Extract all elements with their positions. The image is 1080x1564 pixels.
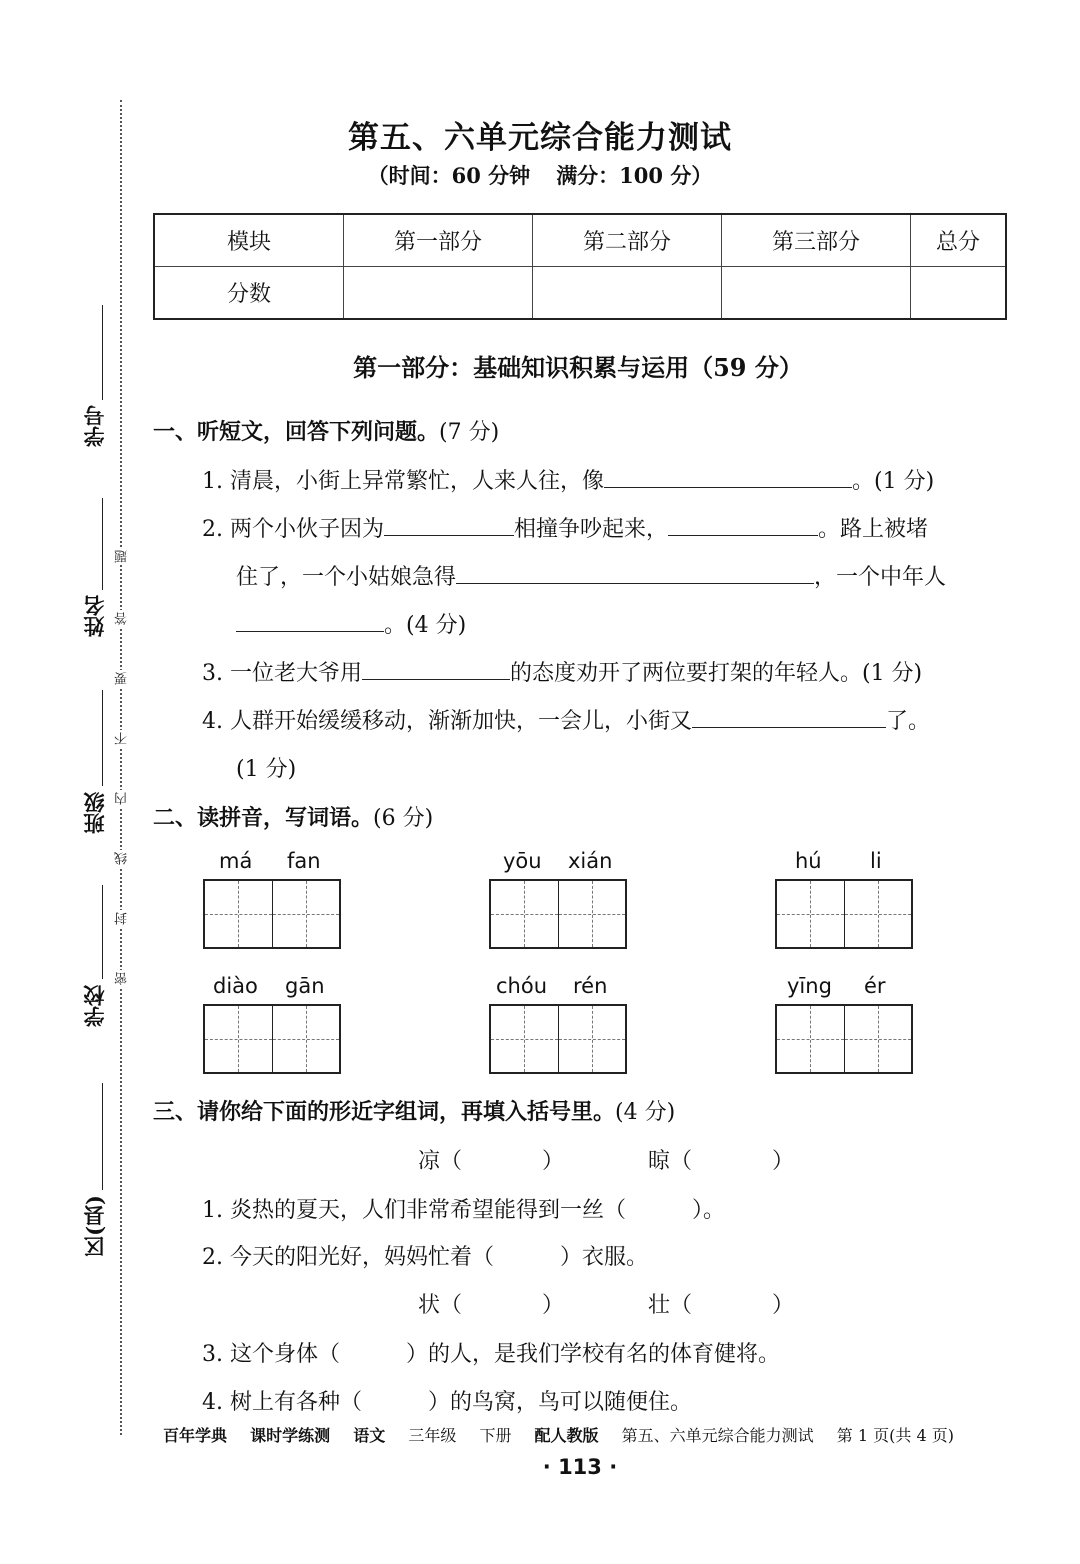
- class-line: [102, 690, 103, 786]
- page-number: · 113 ·: [542, 1455, 618, 1479]
- page-subtitle: [0, 160, 1080, 190]
- section1-heading: [153, 415, 499, 446]
- question-3-4: 4. 树上有各种（ ）的鸟窝，鸟可以随便住。: [202, 1390, 692, 1415]
- bracket: ）: [772, 1149, 795, 1174]
- score-table-row-label: 分数: [154, 267, 344, 320]
- question-1-4-points: (1 分): [236, 757, 297, 782]
- question-text: 4. 人群开始缓缓移动，渐渐加快，一会儿，小街又: [202, 709, 692, 734]
- section3-heading: [153, 1095, 675, 1126]
- question-text: 。(1 分): [852, 469, 935, 494]
- school-line: [102, 885, 103, 979]
- answer-blank[interactable]: [456, 561, 814, 584]
- binding-dotted-line: [120, 100, 122, 1435]
- answer-blank[interactable]: [668, 513, 818, 536]
- grid-cell[interactable]: [558, 1006, 626, 1072]
- binding-label-district: 区(县): [82, 1195, 107, 1257]
- question-1-4: [202, 704, 930, 735]
- name-line: [102, 498, 103, 590]
- writing-grid[interactable]: [775, 1004, 913, 1074]
- footer-page-info: 第 1 页(共 4 页): [836, 1426, 954, 1445]
- question-3-3: 3. 这个身体（ ）的人，是我们学校有名的体育健将。: [202, 1342, 780, 1367]
- similar-char-word: [648, 1288, 794, 1319]
- similar-char-word: [648, 1144, 794, 1175]
- binding-label-name: 姓名: [82, 595, 107, 637]
- grid-cell[interactable]: [558, 881, 626, 947]
- section3-points: (4 分): [615, 1100, 676, 1125]
- answer-blank[interactable]: [604, 465, 852, 488]
- score-table-header: 第二部分: [533, 214, 722, 267]
- answer-blank[interactable]: [692, 705, 886, 728]
- similar-char: 凉（: [418, 1149, 463, 1174]
- pinyin: yīng: [787, 974, 832, 998]
- question-text: 相撞争吵起来，: [513, 517, 668, 542]
- binding-label-school: 学校: [82, 985, 107, 1027]
- question-1-3: [202, 656, 922, 687]
- answer-blank[interactable]: [236, 609, 384, 632]
- pinyin: ér: [864, 974, 886, 998]
- similar-char-word: [418, 1288, 564, 1319]
- question-3-2: 2. 今天的阳光好，妈妈忙着（ ）衣服。: [202, 1245, 648, 1270]
- full-score: 满分：100 分）: [556, 163, 713, 188]
- score-table-header: 第一部分: [344, 214, 533, 267]
- score-table: [153, 213, 1007, 320]
- grid-cell[interactable]: [777, 1006, 844, 1072]
- section1-points: (7 分): [439, 420, 500, 445]
- grid-cell[interactable]: [777, 881, 844, 947]
- footer-series: 课时学练测: [250, 1426, 331, 1445]
- score-table-header: 第三部分: [722, 214, 911, 267]
- pinyin: má: [219, 849, 253, 873]
- score-cell-part1[interactable]: [344, 267, 533, 320]
- binding-label-student-id: 学号: [82, 405, 107, 447]
- grid-cell[interactable]: [491, 1006, 558, 1072]
- grid-cell[interactable]: [272, 1006, 340, 1072]
- grid-cell[interactable]: [205, 1006, 272, 1072]
- writing-grid[interactable]: [203, 1004, 341, 1074]
- binding-note: 内: [115, 792, 130, 805]
- grid-cell[interactable]: [272, 881, 340, 947]
- question-text: 。路上被堵: [818, 517, 929, 542]
- pinyin: rén: [573, 974, 608, 998]
- pinyin: chóu: [496, 974, 548, 998]
- footer-brand: 百年学典: [163, 1426, 228, 1445]
- footer-subject: 语文: [353, 1426, 386, 1445]
- grid-cell[interactable]: [491, 881, 558, 947]
- footer-edition: 配人教版: [534, 1426, 599, 1445]
- question-text: 1. 清晨，小街上异常繁忙，人来人往，像: [202, 469, 604, 494]
- pinyin: hú: [795, 849, 822, 873]
- question-text: 住了，一个小姑娘急得: [236, 565, 457, 590]
- pinyin: yōu: [503, 849, 542, 873]
- section2-points: (6 分): [373, 806, 434, 831]
- page-footer: [163, 1423, 972, 1446]
- score-table-row: [154, 267, 1006, 320]
- time-limit: （时间：60 分钟: [367, 163, 531, 188]
- question-text: 了。: [886, 709, 931, 734]
- writing-grid[interactable]: [775, 879, 913, 949]
- answer-blank[interactable]: [384, 513, 514, 536]
- score-table-header: 总分: [911, 214, 1007, 267]
- score-table-header-row: [154, 214, 1006, 267]
- footer-test-name: 第五、六单元综合能力测试: [621, 1426, 814, 1445]
- footer-volume: 下册: [479, 1426, 512, 1445]
- page-title: 第五、六单元综合能力测试: [348, 120, 732, 156]
- similar-char: 状（: [418, 1293, 463, 1318]
- grid-cell[interactable]: [205, 881, 272, 947]
- binding-note: 答: [115, 612, 130, 625]
- score-cell-part3[interactable]: [722, 267, 911, 320]
- question-1-2-end: [236, 608, 466, 639]
- pinyin: li: [870, 849, 882, 873]
- question-text: ，一个中年人: [814, 565, 947, 590]
- question-text: 。(4 分): [384, 613, 467, 638]
- section2-heading: [153, 801, 433, 832]
- pinyin: diào: [213, 974, 258, 998]
- similar-char-word: [418, 1144, 564, 1175]
- footer-grade: 三年级: [408, 1426, 457, 1445]
- question-1-1: [202, 464, 934, 495]
- writing-grid[interactable]: [203, 879, 341, 949]
- question-1-2-cont: [236, 560, 946, 591]
- score-table-header: 模块: [154, 214, 344, 267]
- similar-char: 壮（: [648, 1293, 693, 1318]
- bracket: ）: [542, 1293, 565, 1318]
- part1-title: 第一部分：基础知识积累与运用（59 分）: [353, 353, 803, 382]
- section1-heading-text: 一、听短文，回答下列问题。: [153, 419, 440, 445]
- grid-cell[interactable]: [844, 881, 912, 947]
- grid-cell[interactable]: [844, 1006, 912, 1072]
- question-text: 3. 一位老大爷用: [202, 661, 362, 686]
- bracket: ）: [542, 1149, 565, 1174]
- score-cell-part2[interactable]: [533, 267, 722, 320]
- similar-char: 晾（: [648, 1149, 693, 1174]
- binding-note: 封: [115, 912, 130, 925]
- writing-grid[interactable]: [489, 879, 627, 949]
- binding-note: 密: [115, 972, 130, 985]
- answer-blank[interactable]: [362, 657, 510, 680]
- binding-note: 题: [115, 550, 130, 563]
- question-text: 2. 两个小伙子因为: [202, 517, 384, 542]
- question-1-2: [202, 512, 928, 543]
- bracket: ）: [772, 1293, 795, 1318]
- pinyin: gān: [285, 974, 325, 998]
- score-cell-total[interactable]: [911, 267, 1007, 320]
- question-3-1: 1. 炎热的夏天，人们非常希望能得到一丝（ ）。: [202, 1198, 725, 1223]
- section3-heading-text: 三、请你给下面的形近字组词，再填入括号里。: [153, 1099, 616, 1125]
- writing-grid[interactable]: [489, 1004, 627, 1074]
- binding-note: 不: [115, 732, 130, 745]
- question-text: 的态度劝开了两位要打架的年轻人。(1 分): [509, 661, 923, 686]
- binding-label-class: 班级: [82, 792, 107, 834]
- binding-note: 线: [115, 852, 130, 865]
- district-line: [102, 1083, 103, 1190]
- section2-heading-text: 二、读拼音，写词语。: [153, 805, 374, 831]
- binding-note: 要: [115, 672, 130, 685]
- pinyin: fan: [287, 849, 321, 873]
- pinyin: xián: [568, 849, 613, 873]
